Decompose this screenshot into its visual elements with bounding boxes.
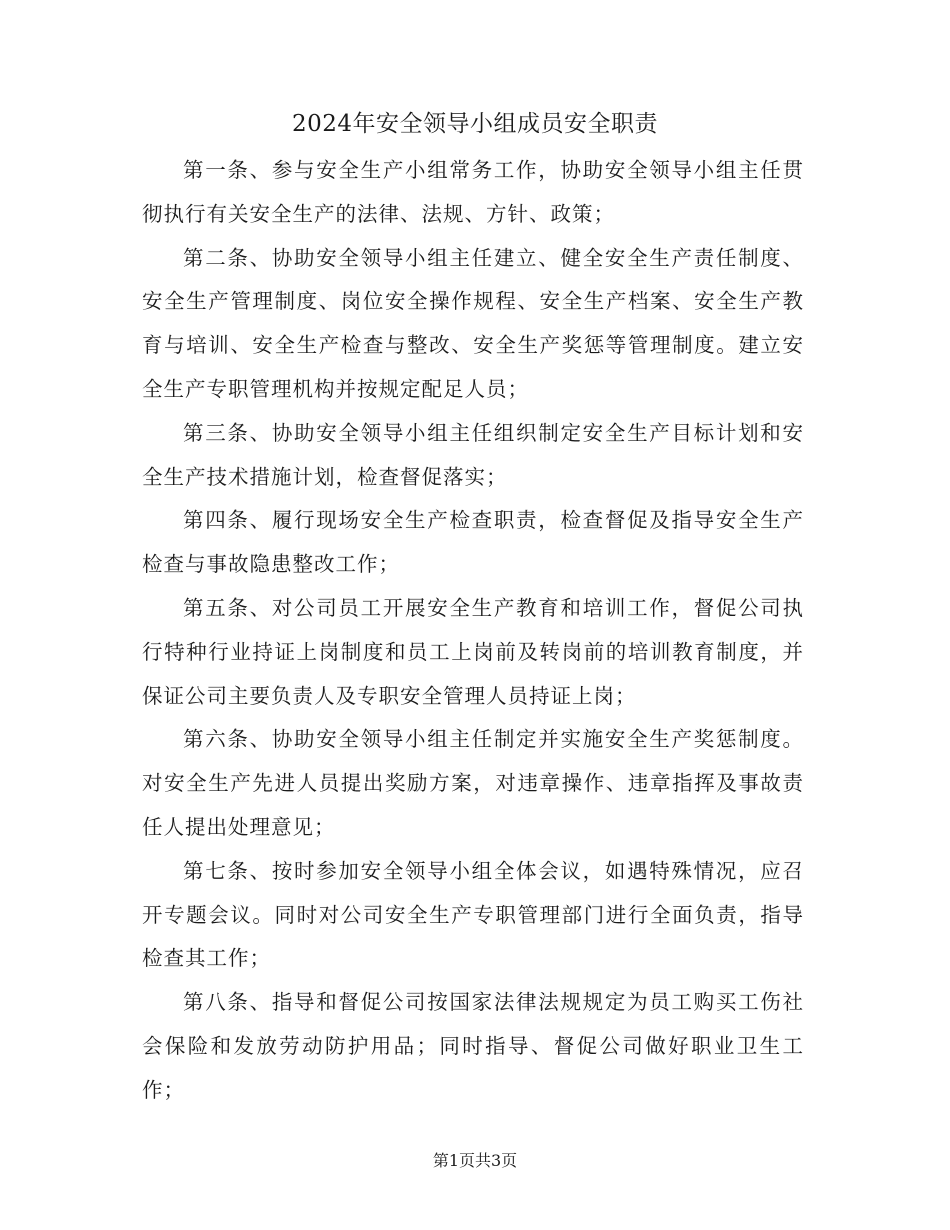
document-body bbox=[142, 149, 804, 1113]
article-7-paragraph: 第七条、按时参加安全领导小组全体会议，如遇特殊情况，应召开专题会议。同时对公司安全生产专职管理部门进行全面负责，指导检查其工作； bbox=[142, 858, 804, 971]
page-number-footer: 第1页共3页 bbox=[432, 1151, 518, 1170]
article-1-paragraph: 第一条、参与安全生产小组常务工作，协助安全领导小组主任贯彻执行有关安全生产的法律、法规、方针、政策； bbox=[142, 158, 804, 226]
article-4-paragraph: 第四条、履行现场安全生产检查职责，检查督促及指导安全生产检查与事故隐患整改工作； bbox=[142, 508, 804, 577]
article-2-paragraph: 第二条、协助安全领导小组主任建立、健全安全生产责任制度、安全生产管理制度、岗位安全操作规程、安全生产档案、安全生产教育与培训、安全生产检查与整改、安全生产奖惩等管理制度。建立安全生产专职管理机构并按规定配足人员； bbox=[142, 245, 804, 401]
article-8-paragraph: 第八条、指导和督促公司按国家法律法规规定为员工购买工伤社会保险和发放劳动防护用品；同时指导、督促公司做好职业卫生工作； bbox=[142, 990, 804, 1102]
article-5-paragraph: 第五条、对公司员工开展安全生产教育和培训工作，督促公司执行特种行业持证上岗制度和员工上岗前及转岗前的培训教育制度，并保证公司主要负责人及专职安全管理人员持证上岗； bbox=[142, 595, 804, 708]
document-title: 2024年安全领导小组成员安全职责 bbox=[291, 111, 659, 137]
article-6-paragraph: 第六条、协助安全领导小组主任制定并实施安全生产奖惩制度。对安全生产先进人员提出奖励方案，对违章操作、违章指挥及事故责任人提出处理意见； bbox=[142, 727, 804, 839]
article-3-paragraph: 第三条、协助安全领导小组主任组织制定安全生产目标计划和安全生产技术措施计划，检查督促落实； bbox=[142, 420, 804, 489]
